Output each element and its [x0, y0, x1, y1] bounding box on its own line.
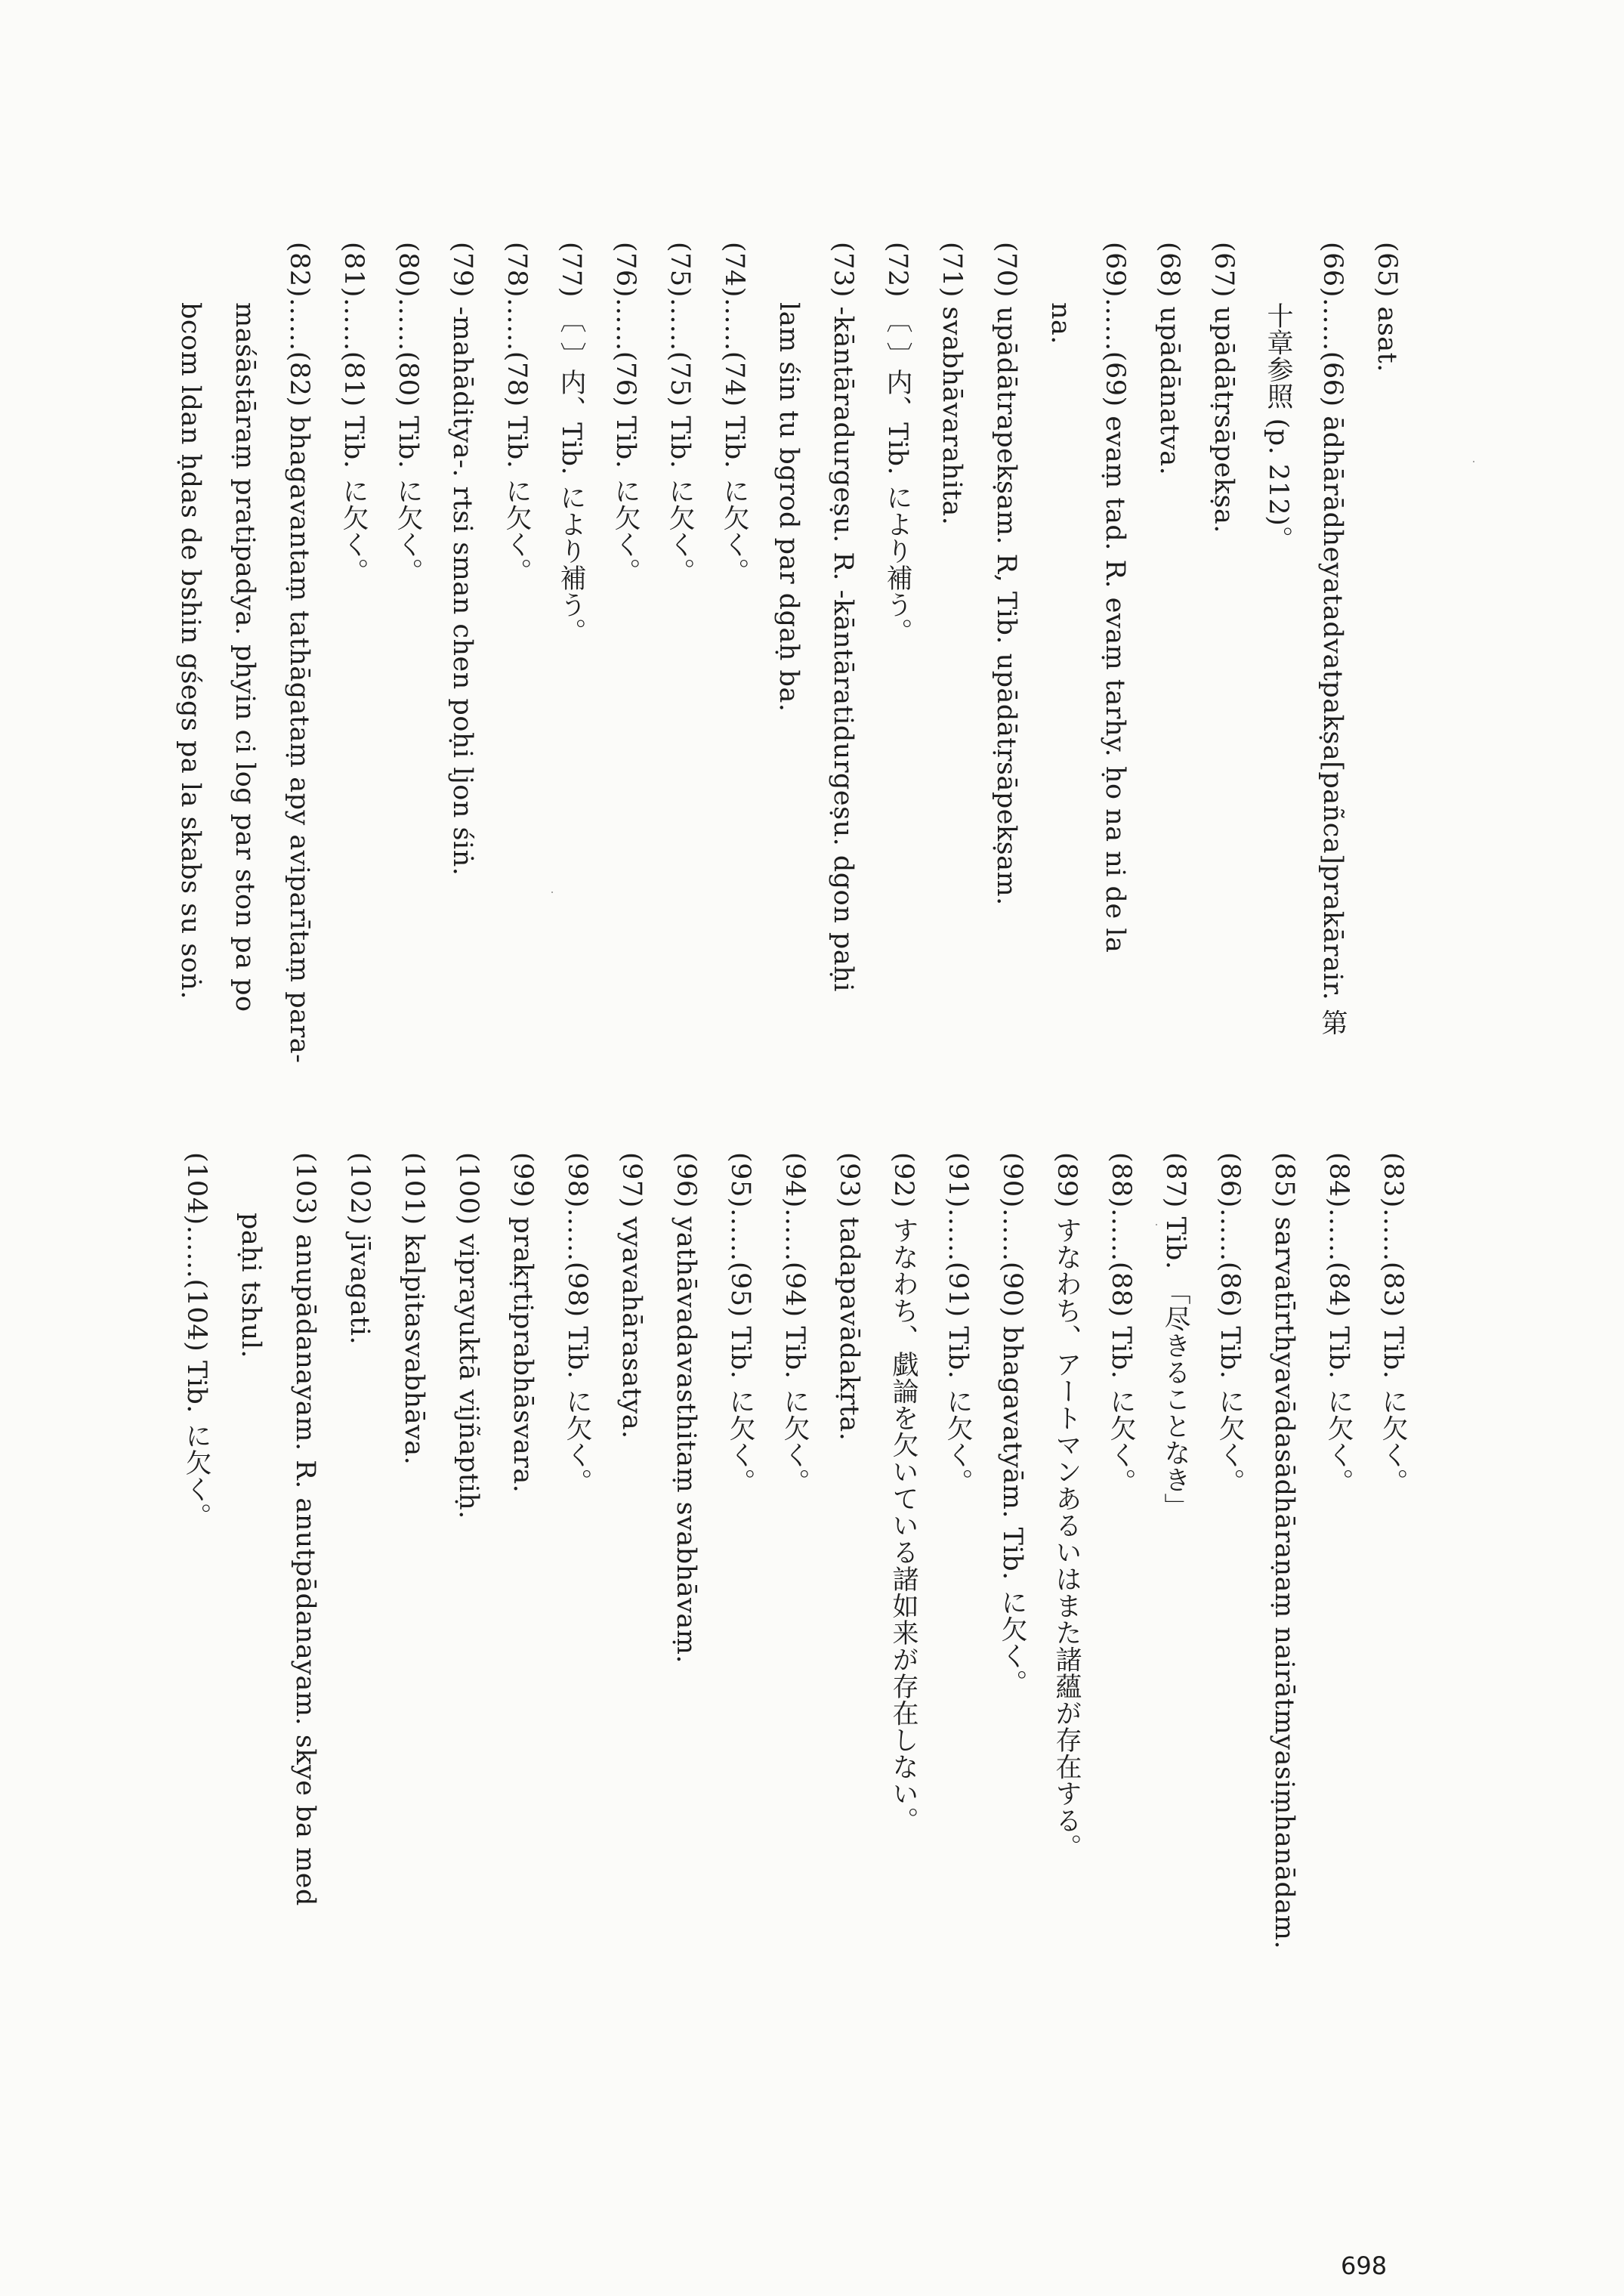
- page-number: 698: [1341, 2251, 1388, 2280]
- note-99: (99) prakṛtiprabhāsvara.: [508, 1152, 538, 1494]
- note-94: (94)……(94) Tib. に欠く。: [780, 1152, 810, 1496]
- notes-column-right: [181, 1152, 1420, 2195]
- note-83: (83)……(83) Tib. に欠く。: [1378, 1152, 1408, 1496]
- note-82-continuation-2: bcom ldan ḥdas de bshin gśegs pa la skabs su soṅ.: [175, 302, 205, 1000]
- note-103: (103) anupādanayam. R. anutpādanayam. skye ba med: [290, 1152, 320, 1906]
- note-86: (86)……(86) Tib. に欠く。: [1215, 1152, 1245, 1496]
- note-75: (75)……(75) Tib. に欠く。: [665, 242, 695, 586]
- note-84: (84)……(84) Tib. に欠く。: [1323, 1152, 1354, 1496]
- note-93: (93) tadapavādakṛta.: [834, 1152, 864, 1442]
- note-69-continuation: na.: [1045, 302, 1076, 345]
- note-80: (80)……(80) Tib. に欠く。: [393, 242, 423, 586]
- scan-speck: [1473, 461, 1474, 462]
- note-103-continuation: paḥi tshul.: [236, 1213, 266, 1359]
- note-97: (97) vyavahārasatya.: [616, 1152, 647, 1439]
- note-87: (87) Tib. 「尽きることなき」: [1160, 1152, 1190, 1520]
- note-90: (90)……(90) bhagavatyām. Tib. に欠く。: [997, 1152, 1027, 1697]
- note-70: (70) upādātrapekṣam. R, Tib. upādātṛsāpekṣam.: [991, 242, 1021, 906]
- note-73-continuation: lam śin tu bgrod par dgaḥ ba.: [773, 302, 804, 712]
- note-66: (66)……(66) ādhārādheyatadvatpakṣa[pañca]prakārair. 第: [1317, 242, 1348, 1037]
- note-82-continuation-1: maśāstāraṃ pratipadya. phyin ci log par ston pa po: [230, 302, 260, 1012]
- scan-speck: [551, 892, 553, 893]
- note-78: (78)……(78) Tib. に欠く。: [502, 242, 532, 586]
- note-82: (82)……(82) bhagavantaṃ tathāgataṃ apy aviparītaṃ para-: [284, 242, 314, 1064]
- note-65: (65) asat.: [1372, 242, 1402, 372]
- note-73: (73) -kāntāradurgeṣu. R. -kāntāratidurgeṣu. dgon paḥi: [828, 242, 858, 992]
- note-92: (92) すなわち、戯論を欠いている諸如来が存在しない。: [888, 1152, 919, 1834]
- note-69: (69)……(69) evaṃ tad. R. evaṃ tarhy. ḥo na ni de la: [1100, 242, 1130, 953]
- note-89: (89) すなわち、アートマンあるいはまた諸蘊が存在する。: [1051, 1152, 1082, 1861]
- note-85: (85) sarvatīrthyavādasādhāraṇaṃ nairātmyasiṃhanādam.: [1269, 1152, 1299, 1950]
- note-79: (79) -mahāditya-. rtsi sman chen poḥi ljon śiṅ.: [447, 242, 477, 876]
- note-76: (76)……(76) Tib. に欠く。: [610, 242, 641, 586]
- note-71: (71) svabhāvarahita.: [937, 242, 967, 526]
- note-91: (91)……(91) Tib. に欠く。: [943, 1152, 973, 1496]
- note-67: (67) upādātṛsāpekṣa.: [1209, 242, 1239, 533]
- note-77: (77) 〔 〕内、Tib. により補う。: [556, 242, 586, 645]
- note-101: (101) kalpitasvabhāva.: [399, 1152, 429, 1466]
- note-104: (104)……(104) Tib. に欠く。: [181, 1152, 211, 1530]
- note-96: (96) yathāvadavasthitaṃ svabhāvaṃ.: [671, 1152, 701, 1664]
- note-102: (102) jīvagati.: [344, 1152, 375, 1346]
- note-74: (74)……(74) Tib. に欠く。: [719, 242, 749, 586]
- note-68: (68) upādānatva.: [1154, 242, 1184, 476]
- note-88: (88)……(88) Tib. に欠く。: [1106, 1152, 1136, 1496]
- note-81: (81)……(81) Tib. に欠く。: [338, 242, 369, 586]
- note-66-continuation: 十章参照 (p. 212)。: [1263, 302, 1293, 553]
- note-100: (100) viprayuktā vijñaptiḥ.: [453, 1152, 483, 1519]
- note-72: (72) 〔 〕内、Tib. により補う。: [882, 242, 912, 645]
- note-98: (98)……(98) Tib. に欠く。: [562, 1152, 592, 1496]
- scan-speck: [1156, 1224, 1157, 1225]
- notes-column-left: [175, 242, 1414, 1118]
- note-95: (95)……(95) Tib. に欠く。: [725, 1152, 755, 1496]
